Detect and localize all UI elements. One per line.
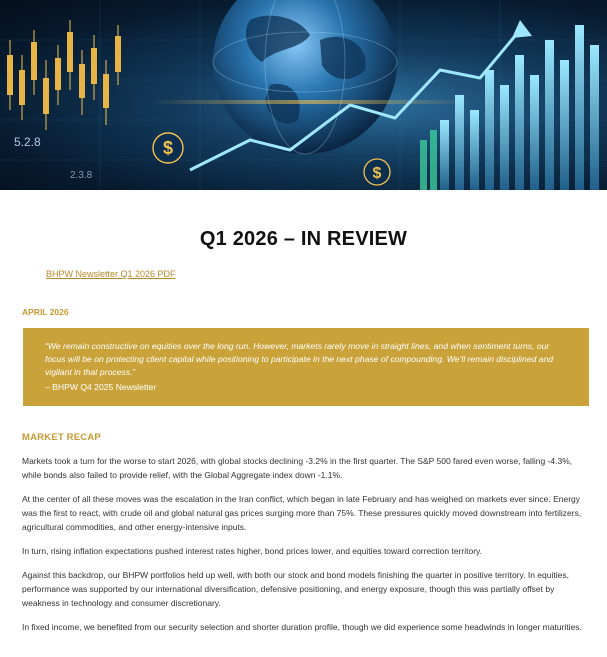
recap-paragraph: Against this backdrop, our BHPW portfolios held up well, with both our stock and bond models finishing the quarter in positive territory. In equities, performance was supported by our international diversification, defensive positioning, and energy exposure, though this was partially offset by weakness in technology and consumer discretionary.: [22, 570, 569, 608]
svg-text:$: $: [372, 165, 382, 182]
recap-paragraph: In turn, rising inflation expectations pushed interest rates higher, bond prices lower, and equities toward correction territory.: [22, 546, 483, 556]
candlestick-cluster: [7, 20, 121, 130]
quote-source: – BHPW Q4 2025 Newsletter: [45, 382, 157, 392]
financial-market-illustration: [0, 0, 607, 190]
overlay-number: 5.2.8: [14, 135, 41, 149]
overlay-number: 2.3.8: [70, 170, 93, 181]
quote-text: “We remain constructive on equities over the long run. However, markets rarely move in straight lines, and when sentiment turns, our focus will be on protecting client capital while positioning to participate in the next phase of compounding. We’ll remain disciplined and vigilant in that process.”: [45, 341, 554, 377]
issue-date: APRIL 2026: [22, 307, 69, 317]
recap-paragraph: At the center of all these moves was the escalation in the Iran conflict, which began in late February and has weighed on markets ever since. Energy was the first to react, with crude oil and global natural gas prices surging more than 75%. These pressures quickly moved downstream into fertilizers, agricultural commodities, and other energy-intensive inputs.: [22, 494, 582, 532]
section-heading-market-recap: MARKET RECAP: [22, 432, 101, 443]
recap-paragraph: In fixed income, we benefited from our security selection and shorter duration profile, though we did experience some headwinds in longer maturities.: [22, 622, 582, 632]
newsletter-pdf-link[interactable]: BHPW Newsletter Q1 2026 PDF: [46, 269, 176, 279]
dollar-sign-icon: [364, 159, 390, 185]
dollar-sign-icon: [153, 133, 183, 163]
page-title: Q1 2026 – IN REVIEW: [199, 228, 408, 250]
hero-banner-image: [0, 0, 607, 190]
globe-icon: [150, 0, 470, 154]
recap-paragraph: Markets took a turn for the worse to start 2026, with global stocks declining -3.2% in the first quarter. The S&P 500 fared even worse, falling -4.3%, while bonds also failed to provide relief, with the Global Aggregate index down -1.1%.: [22, 456, 573, 480]
quote-callout: [23, 328, 589, 406]
bar-chart-graphic: [440, 25, 599, 190]
svg-text:$: $: [162, 138, 174, 158]
